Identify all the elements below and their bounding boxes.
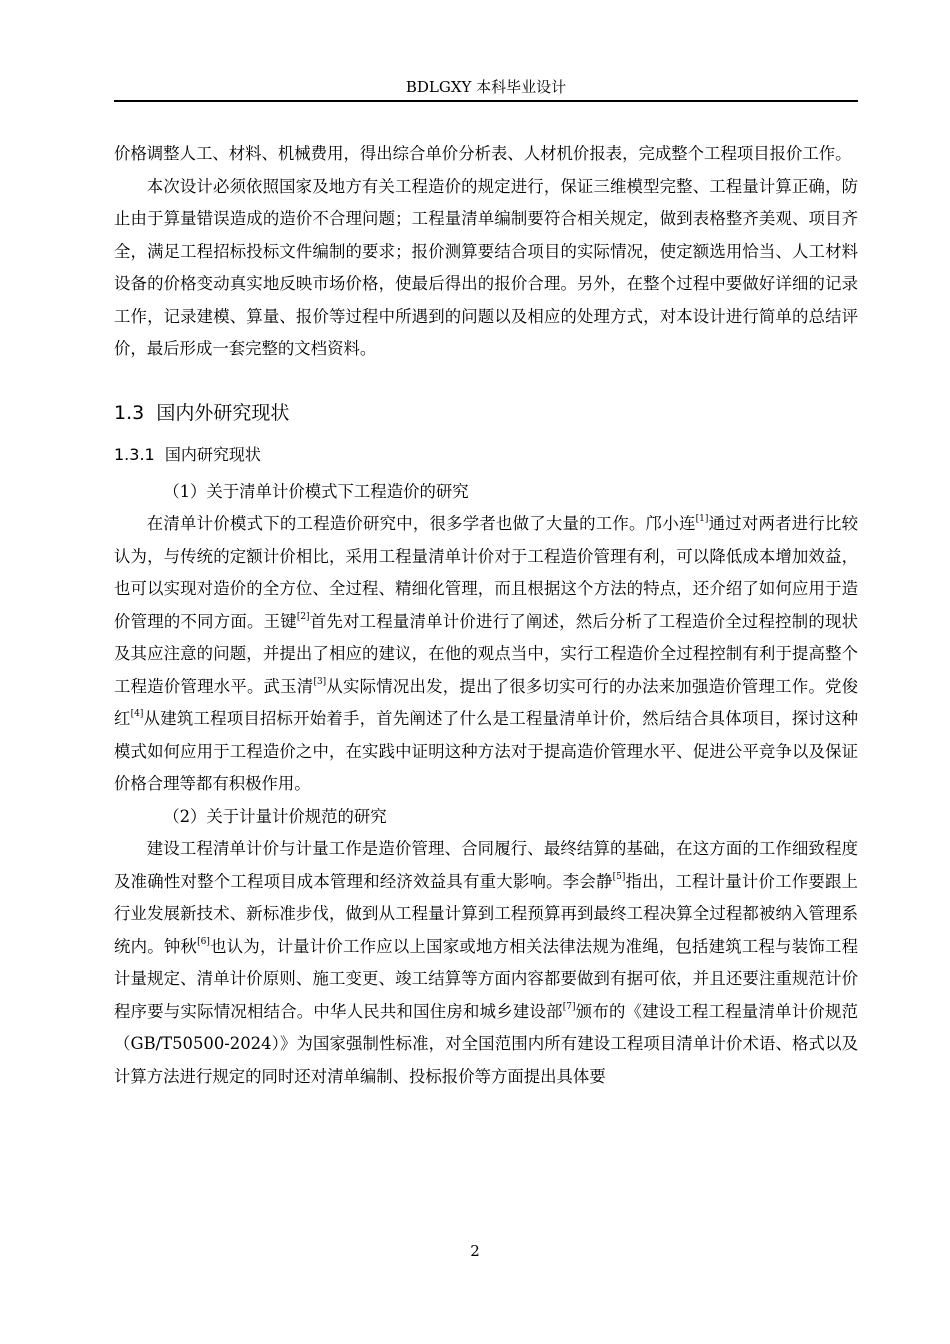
part2-text-4: 颁布的《建设工程工程量清单计价规范（GB/T50500-2024）》为国家强制性标准，对全国范围内所有建设工程项目清单计价术语、格式以及计算方法进行规定的同时还对清单编制、投标报价等方面提出具体要 [114,1001,859,1086]
citation-3: [3] [313,676,327,687]
citation-7: [7] [562,1001,576,1012]
part1-paragraph [114,508,858,801]
part2-text-2: 指出，工程计量计价工作要跟上行业发展新技术、新标准步伐，做到从工程量计算到工程预算再到最终工程决算全过程都被纳入管理系统内。钟秋 [114,871,858,956]
part2-heading: （2）关于计量计价规范的研究 [163,806,387,826]
citation-6: [6] [197,936,210,947]
section-title: 国内外研究现状 [156,401,290,424]
subsection-heading [114,440,858,470]
citation-4: [4] [130,709,144,719]
page-body [114,138,858,1093]
paragraph-continued: 价格调整人工、材料、机械费用，得出综合单价分析表、人材机价报表，完成整个工程项目报价工作。 [114,144,852,163]
part1-heading: （1）关于清单计价模式下工程造价的研究 [163,481,469,501]
section-heading [114,396,858,430]
page-header [114,74,858,100]
section-number: 1.3 [114,401,145,424]
part1-text-3: 首先对工程量清单计价进行了阐述，然后分析了工程造价全过程控制的现状及其应注意的问题，并提出了相应的建议，在他的观点当中，实行工程造价全过程控制有利于提高整个工程造价管理水平。武玉清 [114,611,858,696]
part1-text-5: 从建筑工程项目招标开始着手，首先阐述了什么是工程量清单计价，然后结合具体项目，探讨这种模式如何应用于工程造价之中，在实践中证明这种方法对于提高造价管理水平、促进公平竞争以及保证价格合理等都有积极作用。 [114,709,859,793]
header-title: BDLGXY 本科毕业设计 [405,78,567,96]
part1-text-2: 通过对两者进行比较认为，与传统的定额计价相比，采用工程量清单计价对于工程造价管理有利，可以降低成本增加效益，也可以实现对造价的全方位、全过程、精细化管理，而且根据这个方法的特点，还介绍了如何应用于造价管理的不同方面。王键 [114,514,859,631]
citation-5: [5] [612,871,626,882]
paragraph-design-requirements: 本次设计必须依照国家及地方有关工程造价的规定进行，保证三维模型完整、工程量计算正确，防止由于算量错误造成的造价不合理问题；工程量清单编制要符合相关规定，做到表格整齐美观、项目齐全，满足工程招标投标文件编制的要求；报价测算要结合项目的实际情况，使定额选用恰当、人工材料设备的价格变动真实地反映市场价格，使最后得出的报价合理。另外，在整个过程中要做好详细的记录工作，记录建模、算量、报价等过程中所遇到的问题以及相应的处理方式，对本设计进行简单的总结评价，最后形成一套完整的文档资料。 [114,176,858,358]
citation-2: [2] [296,611,310,622]
part2-text-3: 也认为，计量计价工作应以上国家或地方相关法律法规为准绳，包括建筑工程与装饰工程计量规定、清单计价原则、施工变更、竣工结算等方面内容都要做到有据可依，并且还要注重规范计价程序要与实际情况相结合。中华人民共和国住房和城乡建设部 [114,936,859,1021]
part2-paragraph [114,833,858,1093]
part1-text-4: 从实际情况出发，提出了很多切实可行的办法来加强造价管理工作。党俊红 [114,676,859,728]
citation-1: [1] [695,514,709,524]
subsection-number: 1.3.1 [114,444,155,464]
subsection-title: 国内研究现状 [164,444,261,464]
header-rule [114,100,858,102]
page-number: 2 [470,1242,480,1260]
part2-text-1: 建设工程清单计价与计量工作是造价管理、合同履行、最终结算的基础，在这方面的工作细致程度及准确性对整个工程项目成本管理和经济效益具有重大影响。李会静 [114,839,858,891]
page-footer [0,1242,950,1260]
part1-text-1: 在清单计价模式下的工程造价研究中，很多学者也做了大量的工作。邝小连 [146,514,696,533]
